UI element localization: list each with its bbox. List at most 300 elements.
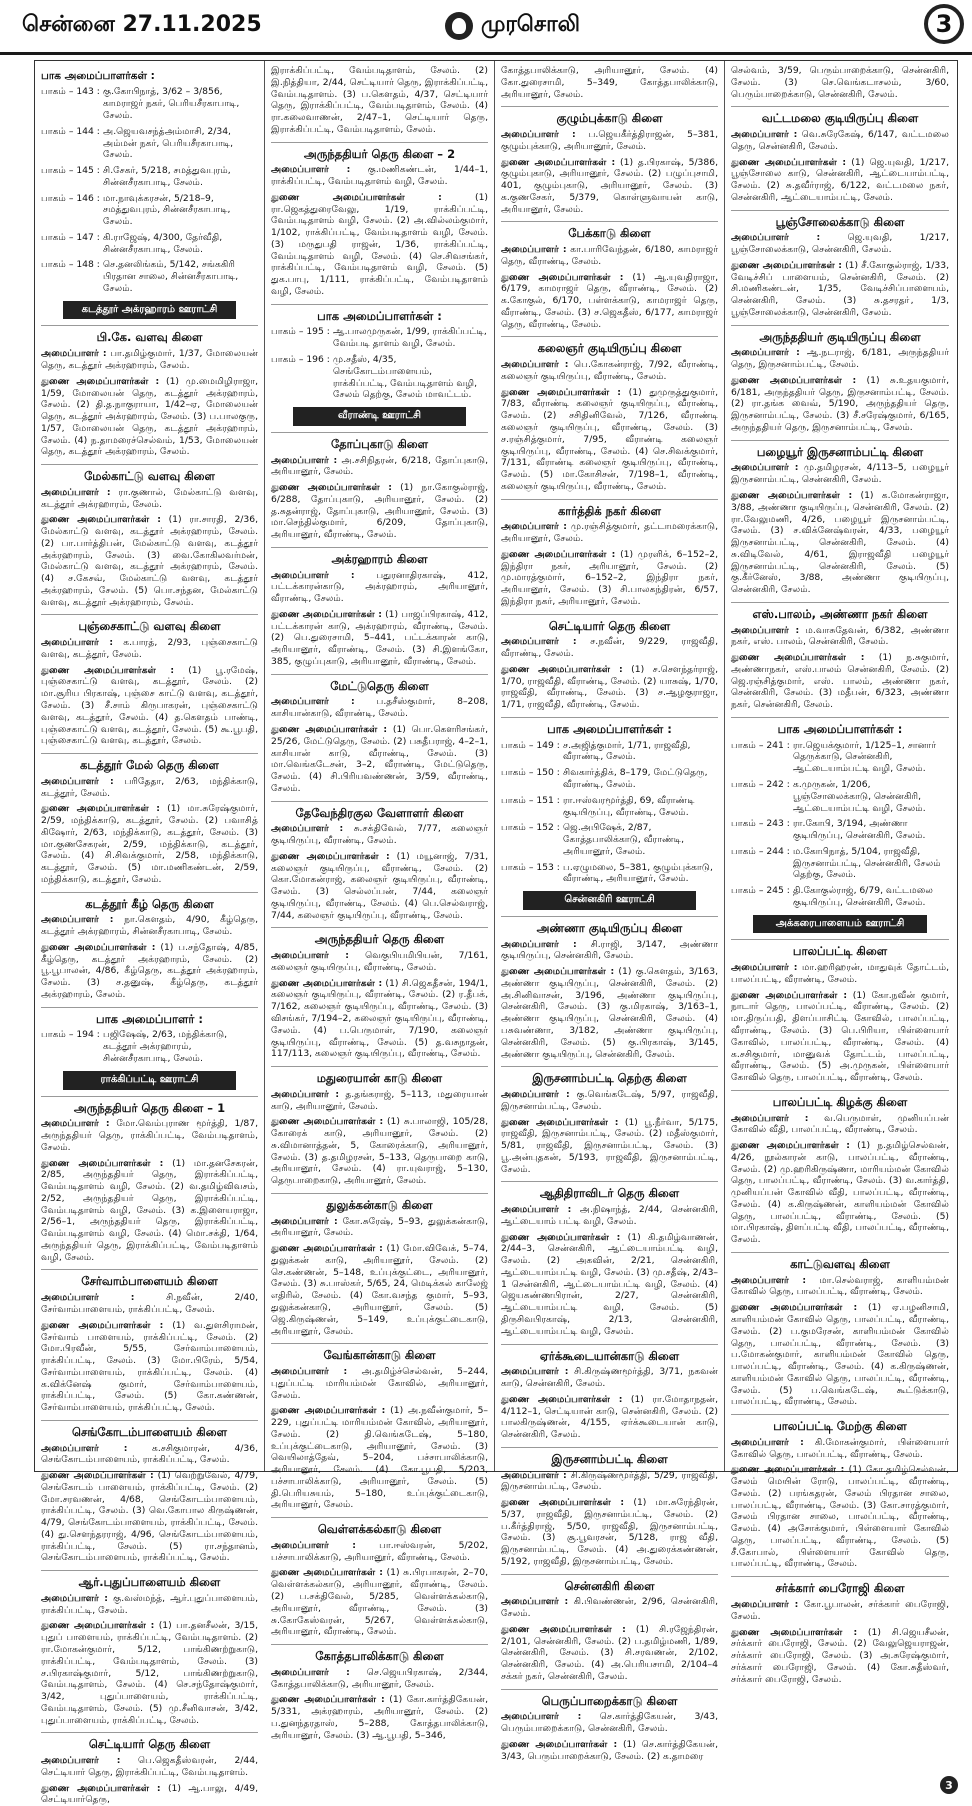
organizer-entry [41, 803, 258, 885]
organizer-entry [501, 387, 718, 493]
booth-entry [41, 259, 258, 294]
branch-heading: அக்ரஹாரம் கிளை [271, 547, 488, 567]
entry-text: (1) சி.ஜெயசீலன், சர்க்கார் பைரோஜி, சேலம். (2) வேலுஜெயராஜன், சர்க்கார் பைரோஜி, சேலம். (3) அ.சுரேஷ்குமார், சர்க்கார் பைரோஜி, சேலம். (4) கோ.சுதீஸ்வர், சர்க்கார் பைரோஜி, சேலம். [731, 1626, 950, 1685]
branch-heading: பெருப்பாறைக்காடு கிளை [501, 1689, 718, 1709]
role-label: அமைப்பாளர் : [501, 129, 576, 141]
organizer-entry [41, 1620, 258, 1726]
organizer-entry [271, 609, 488, 668]
branch-heading: பி.கே. வளவு கிளை [41, 325, 258, 345]
entry-text: மு.தமிழரசன், 4/113–5, பழையூர் இருசனாம்பட்டி, சென்னகிரி, சேலம். [731, 462, 949, 486]
organizer-entry [501, 1232, 718, 1338]
entry-text: (1) மோ.விவேக், 5–74, துலுக்கன் காடு, அரியானூர், சேலம். (2) செ.கண்ணன், 5–148, உப்புக்குட்டை, அரியானூர், சேலம். (3) சு.பாஸ்கர், 5/65, 24, மெடிக்கல் காலேஜ் எதிரில், சேலம். (4) கோ.வசந்த குமார், 5–93, துலுக்கன்காடு, அரியானூர், சேலம். (5) ஜெ.கிருஷ்ணன், 5–149, உப்புக்குட்டைகாடு, அரியானூர், சேலம். [271, 1243, 488, 1337]
role-label: அமைப்பாளர் : [41, 914, 114, 926]
booth-organizer: ம.கோபிநாத், 5/104, ராஜவீதி, இருசனாம்பட்டி, சென்னகிரி, சேலம் தெற்கு, சேலம். [793, 845, 941, 881]
entry-text: (1) ஜெ.யுவதி, 1/217, பூஞ்சோலை காடு, சென்னகிரி, ஆட்டையாம்பட்டி, சேலம். (2) சு.தவீர்ராஜ், 6/122, வட்டமலை நகர், சென்னகிரி, ஆட்டையாம்பட்டி, சேலம். [731, 156, 950, 203]
organizer-entry [41, 1755, 258, 1779]
role-label: அமைப்பாளர் : [271, 1539, 356, 1551]
role-label: துணை அமைப்பாளர்கள் : [41, 803, 160, 815]
branch-heading: இருசனாம்பட்டி தெற்கு கிளை [501, 1066, 718, 1086]
newspaper-name [445, 12, 580, 40]
booth-organizer: க.முருகன், 1/206, பூஞ்சோலைக்காடு, சென்னகிரி, ஆட்டையாம்பட்டி வழி, சேலம். [793, 779, 926, 814]
booth-number: பாகம் – 153 : [501, 861, 560, 873]
booth-entry [41, 126, 258, 161]
branch-heading: அருந்ததியர் தெரு கிளை [271, 927, 488, 947]
booth-organizer: ப.ஏழுமலை, 5–381, குழும்புக்காடு, வீராண்டி, அரியானூர், சேலம். [563, 861, 713, 885]
organizer-entry [41, 376, 258, 458]
organizer-entry [271, 192, 488, 298]
entry-text: ஜெ.யுவதி, 1/217, பூஞ்சோலைக்காடு, சென்னகிரி, சேலம். [731, 232, 949, 256]
role-label: துணை அமைப்பாளர்கள் : [271, 1116, 384, 1128]
branch-heading: ஏர்க்கூடையான்காடு கிளை [501, 1344, 718, 1364]
booth-number: பாகம் – 242 : [731, 779, 790, 790]
booth-entry [501, 822, 718, 857]
role-label: துணை அமைப்பாளர்கள் : [41, 514, 161, 526]
entry-text: க.பாரத், 2/93, புஞ்சைகாட்டு வளவு, கடத்தூர், சேலம். [41, 637, 258, 660]
organizer-entry [271, 696, 488, 720]
role-label: அமைப்பாளர் : [501, 244, 567, 256]
organizer-entry [271, 724, 488, 795]
organizer-entry [501, 1366, 718, 1390]
role-label: அமைப்பாளர் : [271, 950, 349, 962]
newspaper-title: முரசொலி [481, 12, 580, 37]
organizer-entry [731, 490, 949, 596]
organizer-entry [41, 1470, 258, 1564]
role-label: துணை அமைப்பாளர்கள் : [501, 1497, 625, 1509]
organizer-entry [501, 1739, 718, 1763]
branch-heading: சென்னகிரி கிளை [501, 1574, 718, 1594]
organizer-entry [271, 65, 488, 136]
entry-text: (1) மா.சுரேஷ்குமார், 2/59, மந்திக்காடு, கடத்தூர், சேலம். (2) பவாசித் கிஷோர், 2/63, மந்திக்காடு, கடத்தூர், சேலம். (3) மா.குணசேகரன், 2/59, மந்திக்காடு, கடத்தூர், சேலம். (4) சி.சிவக்குமார், 2/58, மந்திக்காடு, கடத்தூர், சேலம். (5) மா.மணிகண்டன், 2/59, மந்திக்காடு, கடத்தூர், சேலம். [41, 803, 258, 885]
booth-number: பாகம் – 243 : [731, 818, 790, 830]
booth-number: பாகம் – 196 : [271, 353, 330, 365]
organizer-entry [271, 1540, 488, 1564]
role-label: அமைப்பாளர் : [41, 1592, 108, 1604]
role-label: அமைப்பாளர் : [501, 359, 569, 371]
booth-organizer: ரா.கோபி, 3/194, அண்ணா குடியிருப்பு, சென்னகிரி, சேலம். [793, 818, 926, 842]
booth-entry [41, 193, 258, 228]
organizer-entry [731, 990, 949, 1084]
branch-heading: பாக அமைப்பாளர்கள் : [501, 717, 718, 737]
entry-text: சி.ராஜி, 3/147, அண்ணா குடியிருப்பு, சென்னகிரி, சேலம். [501, 938, 719, 962]
role-label: அமைப்பாளர் : [501, 1089, 570, 1101]
booth-entry [731, 846, 949, 881]
role-label: துணை அமைப்பாளர்கள் : [501, 156, 616, 168]
organizer-entry [41, 1292, 258, 1316]
role-label: துணை அமைப்பாளர்கள் : [271, 1694, 385, 1706]
branch-heading: துலுக்கன்காடு கிளை [271, 1193, 488, 1213]
branch-heading: புஞ்சைகாட்டு வளவு கிளை [41, 614, 258, 634]
role-label: துணை அமைப்பாளர்கள் : [731, 490, 853, 502]
branch-heading: இருசனாம்பட்டி கிளை [501, 1447, 718, 1467]
organizer-entry [41, 637, 258, 661]
booth-entry [271, 354, 488, 401]
role-label: அமைப்பாளர் : [731, 1112, 809, 1124]
column-3 [495, 61, 725, 1762]
organizer-entry [271, 950, 488, 974]
organizer-entry [731, 157, 949, 204]
organizer-entry [271, 851, 488, 922]
booth-organizer: கு.கோபிநாத், 3/62 – 3/856, காமராஜர் நகர், பெரியசீரகாபாடி, சேலம். [103, 86, 240, 121]
role-label: அமைப்பாளர் : [41, 1442, 128, 1454]
booth-entry [731, 818, 949, 842]
entry-text: நா.கௌதம், 4/90, கீழ்தெரு, கடத்தூர் அக்ரஹாரம், சின்னசீரகாபாடி, சேலம். [41, 914, 258, 938]
branch-heading: மேல்காட்டு வளவு கிளை [41, 464, 258, 484]
organizer-entry [731, 1275, 949, 1299]
entry-text: (1) கோ.கார்த்திகேயன், 5/331, அக்ரஹாரம், அரியானூர், சேலம். (2) ப.துனந்தரதாஸ், 5–288, கோத்தபாலிக்காடு, அரியானூர், சேலம். (3) ஆ.பூபதி, 5–346, [271, 1694, 489, 1741]
branch-heading: கோத்தபாலிக்காடு கிளை [271, 1644, 488, 1664]
organizer-entry [271, 1366, 488, 1401]
role-label: அமைப்பாளர் : [731, 624, 800, 636]
role-label: அமைப்பாளர் : [731, 232, 821, 244]
organizer-entry [41, 487, 258, 511]
entry-text: கு.வெங்கடேஷ், 5/97, ராஜவீதி, இருசனாம்பட்டி, சேலம். [501, 1089, 718, 1112]
role-label: துணை அமைப்பாளர்கள் : [731, 259, 842, 271]
organizer-entry [731, 260, 949, 319]
booth-number: பாகம் – 151 : [501, 794, 560, 806]
branch-heading: பாலப்பட்டி மேற்கு கிளை [731, 1414, 949, 1434]
role-label: அமைப்பாளர் : [41, 1292, 135, 1304]
role-label: அமைப்பாளர் : [271, 1088, 340, 1100]
organizer-entry [731, 129, 949, 153]
organizer-entry [41, 914, 258, 938]
entry-text: (1) ஏ.பழனிசாமி, காளியம்மன் கோவில் தெரு, பாலப்பட்டி, வீராண்டி, சேலம். (2) ப.குமரேசன், காளியம்மன் கோவில் தெரு, பாலப்பட்டி, வீராண்டி, சேலம். (3) ப.மோகன்குமார், காளியம்மன் கோவில் தெரு, பாலப்பட்டி, வீராண்டி, சேலம். (4) க.கிருஷ்ணன், காளியம்மன் கோவில் தெரு, பாலப்பட்டி, வீராண்டி, சேலம். (5) ப.வெங்கடேஷ், கூட்டுக்காடு, பாலப்பட்டி, வீராண்டி, சேலம். [731, 1302, 949, 1408]
booth-number: பாகம் – 148 : [41, 259, 100, 271]
role-label: அமைப்பாளர் : [41, 637, 114, 649]
role-label: துணை அமைப்பாளர்கள் : [501, 1739, 618, 1750]
organizer-entry [271, 978, 488, 1060]
organizer-entry [271, 164, 488, 188]
entry-text: மோ.வெம்புராண மூர்த்தி, 1/87, அருந்ததியர் தெரு, ராக்கிப்பட்டி, வேம்படிதாளம், சேலம். [41, 1118, 258, 1153]
entry-text: அ.நிஷாந்த், 2/44, சென்னகிரி, ஆட்டையாம் பட்டி வழி, சேலம். [501, 1204, 719, 1227]
branch-heading: கடத்தூர் மேல் தெரு கிளை [41, 753, 258, 773]
entry-text: க.சசிகுமாரன், 4/36, செங்கோடம்பாளையம், ராக்கிப்பட்டி, சேலம். [41, 1442, 259, 1466]
booth-organizer: தி.கோகுல்ராஜ், 6/79, வட்டமலை குடியிருப்பு, சென்னகிரி, சேலம். [793, 885, 934, 908]
branch-heading: கார்த்திக் நகர் கிளை [501, 499, 718, 519]
role-label: அமைப்பாளர் : [501, 636, 577, 648]
branch-heading: அருந்ததியர் தெரு கிளை – 2 [271, 142, 488, 162]
role-label: அமைப்பாளர் : [501, 1366, 569, 1378]
organizer-entry [731, 1599, 949, 1623]
organizer-entry [41, 1783, 258, 1806]
entry-text: (1) சு.பாலாஜி, 105/28, கோரைக் காடு, அரியானூர், சேலம். (2) சு.விமானாத்தன், 5, கோரைக்காடு, அரியானூர், சேலம். (3) த.தமிழரசன், 5–133, தெருபாறை காடு, அரியானூர், சேலம். (4) ரா.யுவராஜ், 5–130, தெருபாறைகாடு, அரியானூர், சேலம். [271, 1116, 489, 1187]
entry-text: (1) கு.கௌதம், 3/163, அண்ணா குடியிருப்பு, சென்னகிரி, சேலம். (2) அ.சினிவாசன், 3/196, அண்ணா குடியிருப்பு, சென்னகிரி, சேலம். (3) கு.மிரகாஷ், 3/163–1, அண்ணா குடியிருப்பு, சென்னகிரி, சேலம். (4) பசுவண்ணா, 3/182, அண்ணா குடியிருப்பு, சென்னகிரி, சேலம். (5) கு.பிரகாஷ், 3/145, அண்ணா குடியிருப்பு, சென்னகிரி, சேலம். [501, 966, 718, 1060]
branch-heading: பாலப்பட்டி கிளை [731, 939, 949, 959]
role-label: துணை அமைப்பாளர்கள் : [731, 374, 857, 386]
panchayat-banner: அக்கரைபாளையம் ஊராட்சி [753, 915, 927, 934]
role-label: துணை அமைப்பாளர்கள் : [731, 1626, 858, 1638]
branch-heading: செட்டியார் தெரு கிளை [41, 1732, 258, 1752]
entry-text: (1) ரா.சாரதி, 2/36, மேல்காட்டு வளவு, கடத்தூர் அக்ரஹாரம், சேலம். (2) பா.பார்த்திபன், மேல்காட்டு வளவு, கடத்தூர் அக்ரஹாரம், சேலம். (3) வை.கோகிலவர்மன், மேல்காட்டு வளவு, கடத்தூர் அக்ரஹாரம், சேலம். (4) ச.கேசவ், மேல்காட்டு வளவு, கடத்தூர் அக்ரஹாரம், சேலம். (5) பொ.சந்தன, மேல்காட்டு வளவு, கடத்தூர் அக்ரஹாரம், சேலம். [41, 514, 258, 608]
entry-text: வெ.சுரேகேஷ், 6/147, வட்டமலை தெரு, சென்னகிரி, சேலம். [731, 129, 949, 152]
entry-text: (1) செ.கார்த்திகேயன், 3/43, பெரும்பாறைக்காடு, சேலம். (2) க.தாமரை [501, 1739, 718, 1762]
entry-text: மு.ரஞ்சித்குமார், தட்டாமரைக்காடு, அரியானூர், சேலம். [501, 521, 718, 545]
branch-heading: குழும்புக்காடு கிளை [501, 106, 718, 126]
role-label: துணை அமைப்பாளர்கள் : [501, 1623, 626, 1635]
entry-text: த.தங்கராஜ், 5–113, மதுரையான் காடு, அரியானூர், சேலம். [271, 1088, 489, 1112]
panchayat-banner: கடத்தூர் அக்ரஹாரம் ஊராட்சி [63, 301, 236, 320]
branch-heading: செட்டியார் தெரு கிளை [501, 614, 718, 634]
role-label: அமைப்பாளர் : [41, 348, 107, 360]
entry-text: (1) முரளிக், 6–152–2, இந்திரா நகர், அரியானூர், சேலம். (2) மு.மாரத்குமார், 6–152–2, இந்திரா நகர், அரியானூர், சேலம். (3) சி.பாலகந்திரன், 6/57, இந்திரா நகர், அரியானூர், சேலம். [501, 548, 718, 607]
organizer-entry [501, 272, 718, 331]
organizer-entry [271, 482, 488, 541]
branch-heading: வட்டமலை குடியிருப்பு கிளை [731, 106, 949, 126]
entry-text: கா.பாரிவேந்தன், 6/180, காமராஜர் தெரு, வீராண்டி, சேலம். [501, 244, 719, 267]
booth-entry [41, 86, 258, 121]
organizer-entry [731, 347, 949, 371]
panchayat-banner: சென்னகிரி ஊராட்சி [523, 891, 696, 910]
booth-number: பாகம் – 194 : [41, 1029, 100, 1041]
organizer-entry [731, 1627, 949, 1686]
booth-entry [501, 767, 718, 791]
entry-text: (1) சீ.கோகுல்ராஜ், 1/33, வேடிச்சிப் பாளையம், சென்னகிரி, சேலம். (2) சி.மணிகண்டன், 1/35, வேடிச்சிப்பாளையம், சென்னகிரி, சேலம். (3) சு.தசரதா், 1/3, பூஞ்சோலைக்காடு, சென்னகிரி, சேலம். [731, 259, 950, 318]
organizer-entry [271, 1243, 488, 1337]
organizer-entry [731, 1113, 949, 1137]
branch-heading: மதுரையான் காடு கிளை [271, 1066, 488, 1086]
entry-text: பா.தமிழ்குமார், 1/37, மோலையன் தெரு, கடத்தூர் அக்ரஹாரம், சேலம். [41, 348, 258, 371]
role-label: துணை அமைப்பாளர்கள் : [731, 1302, 858, 1314]
organizer-entry [501, 664, 718, 711]
booth-number: பாகம் – 244 : [731, 845, 790, 857]
organizer-entry [731, 625, 949, 649]
role-label: துணை அமைப்பாளர்கள் : [731, 1140, 850, 1152]
section-heading: பாக அமைப்பாளர்கள் : [41, 70, 155, 82]
entry-text: (1) துமுருத்துகுமார், 7/83, வீராண்டி கலைஞர் குடியிருப்பு, வீராண்டி, சேலம். (2) சசிதினிவேல், 7/126, வீராண்டி கலைஞர் குடியிருப்பு, வீராண்டி, சேலம். (3) ச.ரஞ்சித்குமார், 7/95, வீராண்டி கலைஞர் குடியிருப்பு, வீராண்டி, சேலம். (4) செ.சிவக்குமார், 7/131, வீராண்டி கலைஞர் குடியிருப்பு, வீராண்டி, சேலம். (5) மா.கோசிசன், 7/198–1, வீராண்டி, கலைஞர் குடியிருப்பு, வீராண்டி, சேலம். [501, 386, 719, 492]
booth-number: பாகம் – 245 : [731, 885, 790, 897]
role-label: துணை அமைப்பாளர்கள் : [271, 608, 382, 620]
branch-heading: பேக்காடு கிளை [501, 221, 718, 241]
entry-text: ஆ.நடராஜ், 6/181, அருந்ததியர் தெரு, இருசனாம்பட்டி, சேலம். [731, 347, 950, 371]
entry-text: கோ.சுரேஷ், 5–93, துலுக்கன்காடு, அரியானூர், சேலம். [271, 1215, 489, 1239]
role-label: துணை அமைப்பாளர்கள் : [271, 482, 392, 494]
role-label: துணை அமைப்பாளர்கள் : [501, 548, 616, 560]
role-label: துணை அமைப்பாளர்கள் : [41, 375, 160, 387]
organizer-entry [271, 1694, 488, 1741]
entry-text: சு.சக்திவேல், 7/77, கலைஞர் குடியிருப்பு, வீராண்டி, சேலம். [271, 823, 488, 847]
role-label: அமைப்பாளர் : [271, 696, 355, 708]
masthead [0, 0, 972, 55]
role-label: துணை அமைப்பாளர்கள் : [501, 271, 624, 283]
branch-heading: சர்க்கார் பைரோஜி கிளை [731, 1576, 949, 1596]
organizer-entry [501, 1497, 718, 1568]
role-label: துணை அமைப்பாளர்கள் : [41, 664, 175, 676]
role-label: அமைப்பாளர் : [731, 1274, 807, 1286]
organizer-entry [501, 157, 718, 216]
organizer-entry [41, 1320, 258, 1414]
panchayat-banner: ராக்கிப்பட்டி ஊராட்சி [63, 1071, 236, 1090]
entry-text: (1) ரா.மோதாநதன், 4/112–1, செட்டியான் காடு, சென்னகிரி, சேலம். (2) பாலகிருஷ்ணன், 4/155, ஏர்க்கூடையான் காடு, சென்னகிரி, சேலம். [501, 1393, 718, 1441]
booth-number: பாகம் – 149 : [501, 739, 560, 751]
entry-text: (1) ச.செளந்தர்ராஜ், 1/70, ராஜவீதி, வீராண்டி, சேலம். (2) யாசுஷ், 1/70, ராஜவீதி, வீராண்டி, சேலம். (3) ச.ஆழகுராஜா, 1/71, ராஜவீதி, வீராண்டி, சேலம். [501, 663, 719, 711]
entry-text: (1) மா.தனசேகரன், 2/85, அருந்ததியர் தெரு, இராக்கிப்பட்டி, வேம்படிதாளம் வழி, சேலம். (2) வ.தமிழ்விவசம், 2/52, அருந்ததியர் தெரு, இராக்கிப்பட்டி, வேம்படிதாளம் வழி, சேலம். (3) க.இளையராஜா, 2/56–1, அருந்ததியர் தெரு, இராக்கிப்பட்டி, வேம்படிதாளம் வழி, சேலம். (4) மொ.சக்தி, 1/64, அருந்ததியர் தெரு, இராக்கிப்பட்டி, வேம்படிதாளம் வழி, சேலம். [41, 1157, 259, 1263]
role-label: அமைப்பாளர் : [41, 1755, 121, 1767]
role-label: துணை அமைப்பாளர்கள் : [41, 1319, 164, 1331]
organizer-entry [501, 549, 718, 608]
role-label: அமைப்பாளர் : [731, 129, 798, 141]
role-label: துணை அமைப்பாளர்கள் : [501, 1231, 621, 1243]
booth-number: பாகம் – 147 : [41, 231, 100, 243]
role-label: அமைப்பாளர் : [271, 1215, 338, 1227]
organizer-entry [731, 375, 949, 434]
booth-entry [501, 795, 718, 819]
page-body [34, 60, 958, 1806]
organizer-entry [501, 1394, 718, 1441]
branch-heading: எஸ்.பாலம், அண்ணா நகர் கிளை [731, 602, 949, 622]
role-label: துணை அமைப்பாளர்கள் : [271, 1405, 386, 1417]
booth-number: பாகம் – 144 : [41, 125, 100, 137]
entry-text: (1) பூ.நீர்வா, 5/175, ராஜவீதி, இருசனாம்பட்டி, சேலம். (2) மதீஸ்குமார், 5/81, ராஜவீதி, இருசனாம்பட்டி, சேலம். (3) பூ.அன்புதகன், 5/193, ராஜவீதி, இருசனாம்பட்டி, சேலம். [501, 1116, 719, 1175]
entry-text: (1) மு.மைமிழிராஜா, 1/59, மோலையன் தெரு, கடத்தூர் அக்ரஹாரம், சேலம். (2) தி.த.நாகுராயா, 1/42–ஏ, மோலையன் தெரு, கடத்தூர் அக்ரஹாரம், சேலம். (3) ப.பாலகுரு, 1/57, மோலையன் தெரு, கடத்தூர் அக்ரஹாரம், சேலம். (4) ந.தாமரைச்செல்வம், 1/53, மோலையன் தெரு, கடத்தூர் அக்ரஹாரம், சேலம். [41, 375, 259, 458]
entry-text: அ.சசிநிதரன், 6/218, தோப்புகாடு, அரியானூர், சேலம். [271, 454, 488, 478]
organizer-entry [271, 1405, 488, 1511]
entry-text: (1) ப.சந்தோஷ், 4/85, கீழ்தெரு, கடத்தூர் அக்ரஹாரம், சேலம். (2) பூ.பூபாலன், 4/86, கீழ்தெரு, கடத்தூர் அக்ரஹாரம், சேலம். (3) ச.தனுஷ், கீழ்தெரு, கடத்தூர் அக்ரஹாரம், சேலம். [41, 941, 259, 1000]
role-label: துணை அமைப்பாளர்கள் : [501, 386, 621, 398]
entry-text: (1) சு.உதயகுமார், 6/181, அருந்ததியர் தெரு, இருசனாம்பட்டி, சேலம். (2) ரா.தங்க வைவ், 5/190, அருந்ததியர் தெரு, இருசனாம்பட்டி, சேலம். (3) சீ.சரேஷ்குமார், 6/165, அருந்ததியர் தெரு, இருசனாம்பட்டி, சேலம். [731, 374, 950, 433]
booth-number: பாகம் – 145 : [41, 165, 100, 177]
organizer-entry [41, 1118, 258, 1153]
branch-heading: பாக அமைப்பாளர்கள் : [271, 304, 488, 324]
booth-organizer: அ.ஜெயவசந்த்அம்மாசி, 2/34, அம்மன் நகர், பெரியசீரகாபாடி, சேலம். [103, 125, 234, 161]
role-label: துணை அமைப்பாளர்கள் : [41, 1620, 155, 1632]
role-label: துணை அமைப்பாளர்கள் : [731, 652, 865, 664]
booth-organizer: ஆ.பாலமுருகன், 1/99, ராக்கிப்பட்டி, வேம்படி தாளம் வழி, சேலம். [333, 326, 487, 350]
role-label: அமைப்பாளர் : [271, 823, 344, 835]
entry-text: சி.கிருஷ்ணமூர்த்தி, 3/71, நகவன் காடு, சென்னகிரி, சேலம். [501, 1366, 718, 1389]
role-label: துணை அமைப்பாளர்கள் : [41, 941, 156, 953]
branch-heading: தோப்புகாடு கிளை [271, 432, 488, 452]
organizer-entry [731, 65, 949, 100]
branch-heading: வேங்கான்காடு கிளை [271, 1343, 488, 1363]
entry-text: கி.மோகன்குமார், பிள்ளையார் கோவில் தெரு, பாலப்பட்டி, வீராண்டி, சேலம். [731, 1436, 950, 1460]
role-label: துணை அமைப்பாளர்கள் : [41, 1782, 161, 1794]
booth-entry [41, 1029, 258, 1064]
entry-text: (1) ந.சுகுமார், அண்ணாநகர், எஸ்.பாலம் சென்னகிரி, சேலம். (2) ஜெ.ரஞ்சித்குமார், எஸ். பாலம், அண்ணா நகர், சென்னகிரி, சேலம். (3) மதீபன், 6/323, அண்ணா நகர், சென்னகிரி, சேலம். [731, 652, 949, 711]
entry-text: (1) ஆ.பாலு, 4/49, செட்டியார்தெரு, [41, 1782, 258, 1806]
booth-number: பாகம் – 150 : [501, 767, 560, 779]
entry-text: ரா.குணால், மேல்காட்டு வளவு, கடத்தூர் அக்ரஹாரம், சேலம். [41, 486, 259, 510]
organizer-entry [501, 1596, 718, 1620]
branch-heading: அருந்ததியர் தெரு கிளை – 1 [41, 1096, 258, 1116]
role-label: அமைப்பாளர் : [731, 1436, 804, 1448]
role-label: துணை அமைப்பாளர்கள் : [41, 1470, 154, 1482]
organizer-entry [271, 1116, 488, 1187]
booth-organizer: ரா.ஜெயக்குமார், 1/125–1, சானார் தெருக்காடு, சென்னகிரி, ஆட்டையாம்பட்டி வழி, சேலம். [793, 739, 937, 775]
branch-heading: வெள்ளக்கல்காடு கிளை [271, 1517, 488, 1537]
entry-text: மா.செல்வராஜ், காளியம்மன் கோவில் தெரு, பாலப்பட்டி, வீராண்டி, சேலம். [731, 1274, 950, 1298]
organizer-entry [501, 1470, 718, 1494]
booth-organizer: மா.நாவுக்கரசன், 5/218–9, சமத்துவபுரம், சின்னசீரகாபாடி, சேலம். [103, 192, 231, 228]
organizer-entry [501, 1624, 718, 1683]
role-label: துணை அமைப்பாளர்கள் : [271, 724, 388, 736]
entry-text: (1) த.பிரகாஷ், 5/386, குழும்புகாடு, அரியானூர், சேலம். (2) பழுப்புசாமி, 401, குழும்புகாடு, அரியானூர், சேலம். (3) க.குணசேகர், 5/379, கொள்ளுவாயன் காடு, அரியானூர், சேலம். [501, 156, 718, 215]
entry-text: (1) க.மோகன்ராஜா, 3/88, அண்ணா குடியிருப்பு, சென்னகிரி, சேலம். (2) ரா.வேலுமணி, 4/26, பழையூர் இருசனாம்பட்டி, சேலம். (3) ச.விக்னேஷ்வரன், 4/33, பழையூர் இருசனாம்பட்டி, சென்னகிரி, சேலம். (4) சு.விடிவேல், 4/61, இராஜவீதி பழையூர் இருசனாம்பட்டி, சென்னகிரி, சேலம். (5) கு.கீர்னேஸ், 3/88, அண்ணா குடியிருப்பு, சென்னகிரி, சேலம். [731, 490, 950, 596]
entry-text: ம.வாசுதேவன், 6/382, அண்ணா நகர், எஸ். பாலம், சென்னகிரி, சேலம். [731, 624, 949, 648]
role-label: அமைப்பாளர் : [501, 521, 567, 533]
entry-text: கு.மணிகண்டன், 1/44–1, ராக்கிப்பட்டி, வேம்படிதாளம் வழி, சேலம். [271, 164, 489, 188]
entry-text: (1) ஆ.யுவதிராஜா, 6/179, காமராஜர் தெரு, வீராண்டி, சேலம். (2) க.கோகுல், 6/170, பள்ளக்காடு, காமராஜர் தெரு, வீராண்டி, சேலம். (3) ச.ஜெகதீஸ், 6/177, காமராஜர் தெரு, வீராண்டி, சேலம். [501, 271, 719, 330]
entry-text: (1) பொ.கௌரிசங்கர், 25/26, மேட்டுதெரு, சேலம். (2) பசுதீபராஜ், 4–2–1, காசியான் காடு, வீராண்டி, சேலம். (3) மா.வெங்கடேசன், 3–2, வீராண்டி, மேட்டுதெரு, சேலம். (4) சி.பிரியவண்ணன், 3/59, வீராண்டி, சேலம். [271, 724, 488, 794]
role-label: துணை அமைப்பாளர்கள் : [731, 156, 847, 168]
branch-heading: செங்கோடம்பாளையம் கிளை [41, 1420, 258, 1440]
role-label: அமைப்பாளர் : [501, 1596, 569, 1608]
role-label: அமைப்பாளர் : [501, 1711, 582, 1723]
entry-text: செல்வம், 3/59, பெரும்பாறைக்காடு, சென்னகிரி, சேலம். (3) செ.வெங்கடாசலம், 3/60, பெரும்பாறைக்காடு, சென்னகிரி, சேலம். [731, 65, 949, 100]
role-label: அமைப்பாளர் : [271, 454, 338, 466]
role-label: துணை அமைப்பாளர்கள் : [501, 663, 623, 675]
organizer-entry [501, 636, 718, 660]
role-label: அமைப்பாளர் : [731, 462, 799, 474]
role-label: அமைப்பாளர் : [501, 938, 577, 950]
role-label: துணை அமைப்பாளர்கள் : [271, 977, 383, 989]
organizer-entry [501, 129, 718, 153]
booth-organizer: சி.சேகர், 5/218, சமத்துவபுரம், சின்னசீரகாபாடி, சேலம். [103, 165, 231, 188]
organizer-entry [731, 232, 949, 256]
organizer-entry [271, 823, 488, 847]
role-label: அமைப்பாளர் : [731, 962, 798, 974]
organizer-entry [501, 1117, 718, 1176]
entry-text: இராக்கிப்பட்டி, வேம்படிதாளம், சேலம். (2) இ.நித்தியா, 2/44, செட்டியார் தெரு, இராக்கிப்பட்டி, வேம்படிதாளம். (3) ப.கௌதம், 4/37, செட்டியார் தெரு, இராக்கிப்பட்டி, வேம்படிதாளம், சேலம். (4) ரா.கலைவாணன், 2/47–1, செட்டியார் தெரு, இராக்கிப்பட்டி, வேம்படிதாளம், சேலம். [271, 65, 488, 135]
role-label: துணை அமைப்பாளர்கள் : [731, 989, 848, 1001]
role-label: துணை அமைப்பாளர்கள் : [501, 1116, 619, 1128]
entry-text: பதுரனாதிரகாஷ், 412, பட்டக்காரன்காடு, அக்ரஹாரம், அரியானூர், வீராண்டி, சேலம். [271, 569, 489, 605]
role-label: துணை அமைப்பாளர்கள் : [271, 1567, 383, 1579]
organizer-entry [731, 1437, 949, 1461]
booth-entry [271, 326, 488, 350]
entry-text: கோத்தபாலிக்காடு, அரியானூர், சேலம். (4) கோ.துரைசாமி, 5–349, கோத்தபாலிக்காடு, அரியானூர், சேலம். [501, 65, 718, 100]
booth-number: பாகம் – 195 : [271, 326, 330, 338]
entry-text: (1) ந.தமிழ்செல்வன், 4/26, நூல்காரன் காடு, பாலப்பட்டி, வீராண்டி, சேலம். (2) மு.ஹரிகிருஷ்ணா, மாரியம்மன் கோவில் தெரு, பாலப்பட்டி, வீராண்டி, சேலம். (3) வ.கார்த்தி, முனியப்பன் கோவில் வீதி, பாலப்பட்டி, வீராண்டி, சேலம். (4) க.கிருஷ்ணன், காளியம்மன் கோவில் தெரு, பாலப்பட்டி, வீராண்டி, சேலம். (5) மா.பிரகாஷ், திளப்பட்டி வீதி, பாலப்பட்டி, வீராண்டி, சேலம். [731, 1140, 950, 1246]
organizer-entry [271, 1567, 488, 1638]
role-label: துணை அமைப்பாளர்கள் : [271, 191, 442, 203]
organizer-entry [501, 65, 718, 100]
branch-heading: பாக அமைப்பாளர் : [41, 1007, 258, 1027]
rising-sun-logo-icon [445, 12, 473, 40]
branch-heading: அருந்ததியர் குடியிருப்பு கிளை [731, 325, 949, 345]
role-label: அமைப்பாளர் : [271, 164, 351, 176]
organizer-entry [271, 570, 488, 605]
role-label: துணை அமைப்பாளர்கள் : [731, 1464, 845, 1476]
booth-organizer: ஜெ.அபிஷேக், 2/87, கோத்தபாலிக்காடு, வீராண்டி, அரியானூர், சேலம். [563, 822, 685, 857]
booth-entry [501, 862, 718, 886]
panchayat-banner: வீராண்டி ஊராட்சி [293, 407, 466, 426]
entry-text: (1) மா.சுரேந்திரன், 5/37, ராஜவீதி, இருசனாம்பட்டி, சேலம். (2) ப.கீர்த்திராஜ், 5/50, ராஜவீதி, இருசனாம்பட்டி, சேலம். (3) சூ.பூவரசன், 5/128, ராஜ வீதி, இருசனாம்பட்டி, சேலம். (4) அ.துரைக்கண்ணன், 5/192, ராஜவீதி, இருசனாம்பட்டி, சேலம். [501, 1497, 718, 1567]
entry-text: (1) சி.ஜெகதீசன், 194/1, கலைஞர் குடியிருப்பு, வீராண்டி, சேலம். (2) ர.தீபக், 7/162, கலைஞர் குடியிருப்பு, வீராண்டி, சேலம். (3) விசங்கர், 7/194–2, கலைஞர் குடியிருப்பு, வீராண்டி, சேலம். (4) ப.பெருமாள், 7/190, கலைஞர் குடியிருப்பு, வீராண்டி, சேலம். (5) த.வசுநாதன், 117/113, கலைஞர் குடியிருப்பு, வீராண்டி, சேலம். [271, 977, 489, 1060]
role-label: துணை அமைப்பாளர்கள் : [271, 1243, 383, 1255]
entry-text: செ.ஜெயபிரகாஷ், 2/344, கோத்தபாலிக்காடு, அரியானூர், சேலம். [271, 1666, 489, 1690]
entry-text: வெகுபியமிபியன், 7/161, கலைஞர் குடியிருப்பு, வீராண்டி, சேலம். [271, 950, 489, 973]
entry-text: கோ.பூபாலன், சர்க்கார் பைரோஜி, சேலம். [731, 1598, 950, 1622]
entry-text: செ.கார்த்திகேயன், 3/43, பெரும்பாறைக்காடு, சென்னகிரி, சேலம். [501, 1711, 719, 1735]
entry-text: ச.நவீன், 9/229, ராஜவீதி, வீராண்டி, சேலம். [501, 636, 718, 660]
booth-entry [731, 779, 949, 814]
page-number-badge: 3 [924, 4, 964, 44]
role-label: அமைப்பாளர் : [41, 775, 114, 787]
organizer-entry [41, 1443, 258, 1467]
role-label: அமைப்பாளர் : [41, 486, 111, 498]
booth-number: பாகம் – 143 : [41, 86, 100, 98]
role-label: துணை அமைப்பாளர்கள் : [271, 850, 390, 862]
entry-text: (1) ரா.ஜெகத்துரைவேலு, 1/19, ராக்கிப்பட்டி, வேம்படிதாளம் வழி, சேலம். (2) அ.வில்லம்குமார், 1/102, ராக்கிப்பட்டி, வேம்படிதாளம் வழி, சேலம். (3) மருதுபதி ராஜன், 1/36, ராக்கிப்பட்டி, வேம்படிதாளம் வழி, சேலம். (4) செ.சிவசங்கர், ராக்கிப்பட்டி, வேம்படிதாளம் வழி, சேலம். (5) துக.பாபு, 1/111, ராக்கிப்பட்டி, வேம்படிதாளம் வழி, சேலம். [271, 191, 488, 297]
entry-text: (1) பூ.ரமேஷ், புஞ்சைகாட்டு வளவு, கடத்தூர், சேலம். (2) மா.சூரிய பிரகாஷ், புஞ்சை காட்டு வளவு, கடத்தூர், சேலம். (3) சீ.சாம் கிருபாகரன், புஞ்சைகாட்டு வளவு, கடத்தூர், சேலம். (4) த.கௌதம் பாண்டி, புஞ்சைகாட்டு வளவு, கடத்தூர், சேலம். (5) கூ.பூபதி, புஞ்சைகாட்டு வளவு, கடத்தூர், சேலம். [41, 664, 258, 747]
booth-number: பாகம் – 152 : [501, 822, 560, 834]
entry-text: கு.வஸ்மந்த், ஆர்.புதுப்பாளையம், ராக்கிப்பட்டி, சேலம். [41, 1592, 259, 1616]
entry-text: (1) அ.நவீன்குமார், 5–229, புதுப்பட்டி மாரியம்மன் கோவில், அரியானூர், சேலம். (2) தி.வெங்கடேஷ், 5–180, உப்புக்குட்டைகாடு, அரியானூர், சேலம். (3) வெயிலாத்தேவ், 5–204, பச்சாபாலிக்காடு, அரியானூர், சேலம். (4) கோ.பூபதி, 5/203, பச்சாபாலிக்காடு, அரியானூர், சேலம். (5) தி.பெரியசுயம், 5–180, உப்புக்குட்டைகாடு, அரியானூர், சேலம். [271, 1405, 489, 1511]
organizer-entry [501, 1204, 718, 1228]
booth-number: பாகம் – 241 : [731, 739, 790, 751]
organizer-entry [271, 1667, 488, 1691]
booth-organizer: கி.ராஜேஷ், 4/300, தேர்வீதி, சின்னசீரகாபாடி, சேலம். [103, 231, 223, 255]
booth-organizer: ச.அஜித்குமார், 1/71, ராஜவீதி, வீராண்டி, சேலம். [563, 739, 691, 763]
